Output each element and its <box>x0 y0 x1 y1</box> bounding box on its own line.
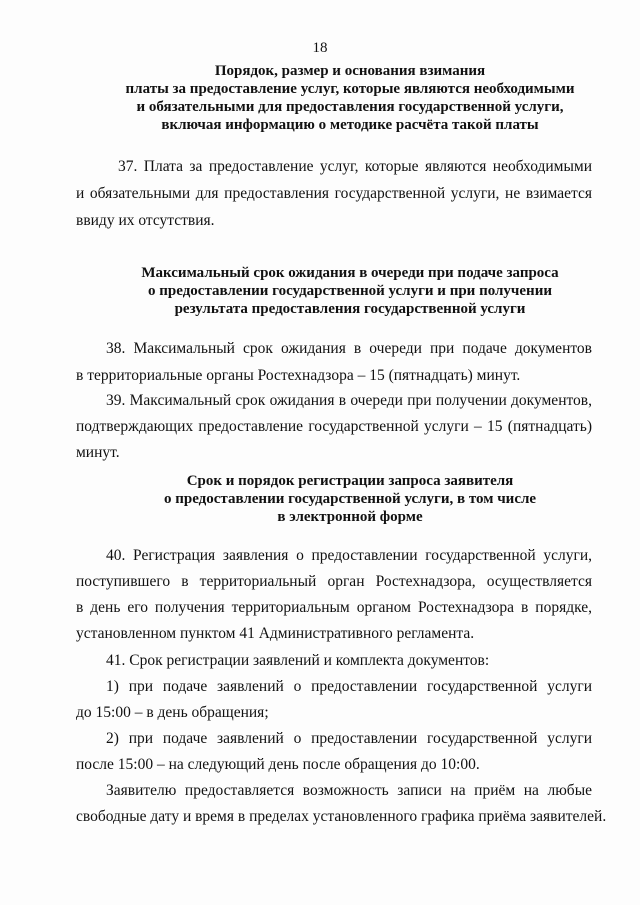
heading-line: в электронной форме <box>277 509 423 525</box>
heading-line: Срок и порядок регистрации запроса заявителя <box>186 473 514 489</box>
paragraph-line: подтверждающих предоставление государственной услуги – 15 (пятнадцать) <box>76 418 592 435</box>
heading-line: Максимальный срок ожидания в очереди при подаче запроса <box>141 265 559 281</box>
section-heading-fees <box>60 62 640 134</box>
heading-line: платы за предоставление услуг, которые являются необходимыми <box>125 81 575 97</box>
paragraph-line: 38. Максимальный срок ожидания в очереди при подаче документов <box>106 340 592 357</box>
heading-line: результата предоставления государственной услуги <box>174 301 526 317</box>
heading-line: о предоставлении государственной услуги, в том числе <box>163 491 537 507</box>
heading-line: Порядок, размер и основания взимания <box>214 63 486 79</box>
page-number: 18 <box>312 40 328 56</box>
paragraph-line: в территориальные органы Ростехнадзора – 15 (пятнадцать) минут. <box>76 367 521 384</box>
paragraph-line: 1) при подаче заявлений о предоставлении государственной услуги <box>106 678 592 695</box>
paragraph-line: 2) при подаче заявлений о предоставлении государственной услуги <box>106 730 592 747</box>
heading-line: и обязательными для предоставления государственной услуги, <box>136 99 564 115</box>
paragraph-line: Заявителю предоставляется возможность записи на приём на любые <box>106 782 592 799</box>
paragraph-line: после 15:00 – на следующий день после обращения до 10:00. <box>76 756 480 773</box>
paragraph-line: 41. Срок регистрации заявлений и комплекта документов: <box>106 652 490 669</box>
paragraph-line: ввиду их отсутствия. <box>76 212 215 229</box>
paragraph-line: в день его получения территориальным органом Ростехнадзора в порядке, <box>76 599 592 616</box>
section-heading-registration <box>60 472 640 526</box>
paragraph-line: поступившего в территориальный орган Ростехнадзора, осуществляется <box>76 573 592 590</box>
paragraph-line: свободные дату и время в пределах установленного графика приёма заявителей. <box>76 808 607 825</box>
heading-line: о предоставлении государственной услуги и при получении <box>148 283 552 299</box>
heading-line: включая информацию о методике расчёта такой платы <box>161 117 539 133</box>
paragraph-line: 40. Регистрация заявления о предоставлении государственной услуги, <box>106 547 592 564</box>
paragraph-line: 37. Плата за предоставление услуг, которые являются необходимыми <box>118 158 592 175</box>
paragraph-line: и обязательными для предоставления государственной услуги, не взимается <box>76 185 592 202</box>
paragraph-line: минут. <box>76 444 120 461</box>
paragraph-line: 39. Максимальный срок ожидания в очереди при получении документов, <box>106 392 592 409</box>
section-heading-queue <box>60 264 640 318</box>
paragraph-line: установленном пунктом 41 Административного регламента. <box>76 625 475 642</box>
paragraph-line: до 15:00 – в день обращения; <box>76 704 269 721</box>
